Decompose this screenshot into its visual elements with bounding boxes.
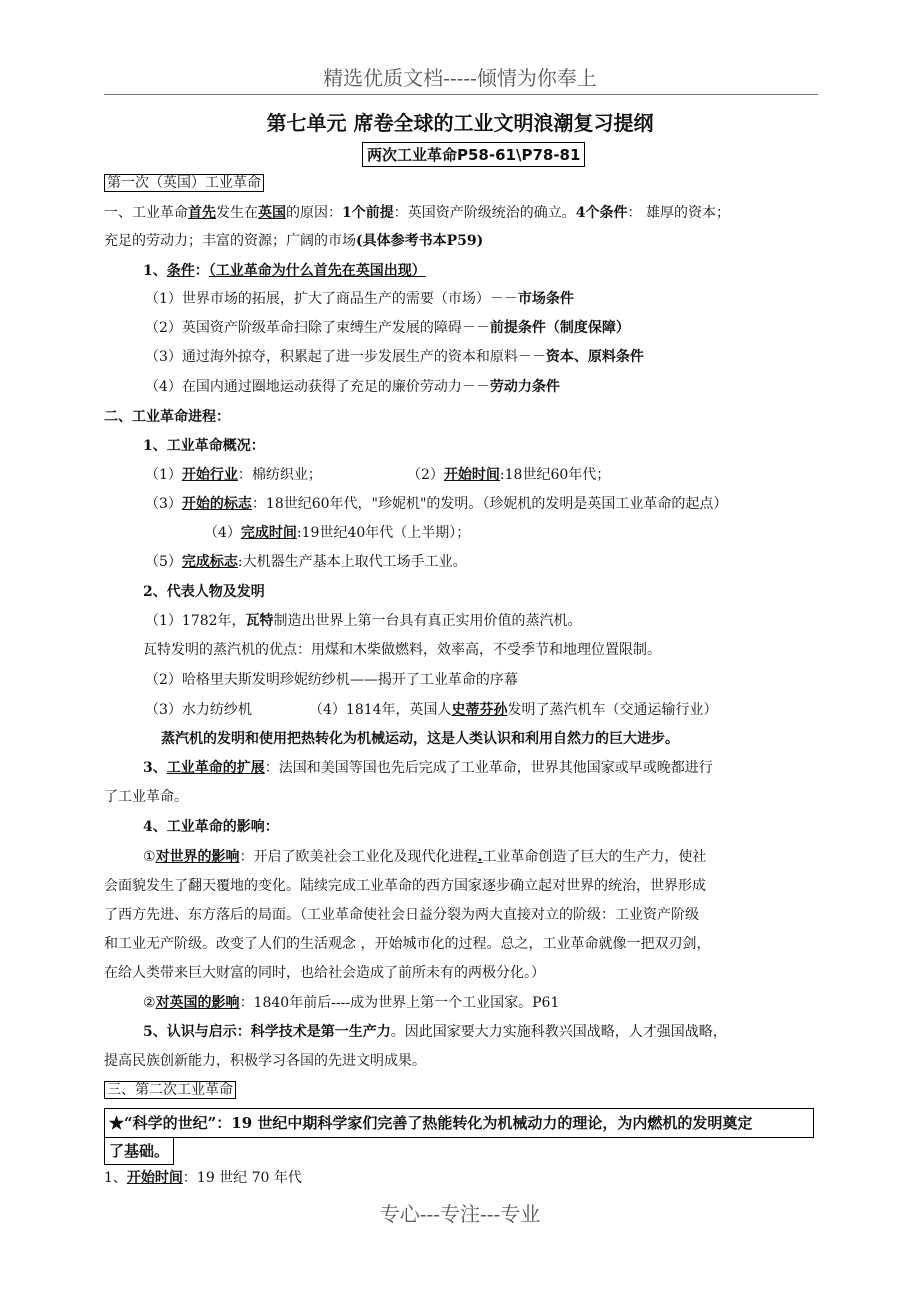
text-stephenson: 史蒂芬孙 bbox=[451, 702, 508, 718]
page-title: 第七单元 席卷全球的工业文明浪潮复习提纲 bbox=[266, 111, 654, 135]
text: （1）1782年， bbox=[145, 613, 246, 629]
text: 工业革命的扩展 bbox=[166, 760, 265, 776]
text: 发明了蒸汽机车（交通运输行业） bbox=[507, 702, 718, 718]
world-impact-line-5: 在给人类带来巨大财富的同时，也给社会造成了前所未有的两极分化。） bbox=[104, 965, 545, 981]
impact-heading: 4、工业革命的影响： bbox=[143, 819, 279, 835]
text: ：1840年前后----成为世界上第一个工业国家。P61 bbox=[239, 995, 560, 1011]
text: 发生在 bbox=[216, 205, 258, 221]
text: 市场条件 bbox=[517, 291, 574, 307]
text: （1）世界市场的拓展，扩大了商品生产的需要（市场）－－ bbox=[145, 291, 518, 307]
lesson-line-2: 提高民族创新能力，积极学习各国的先进文明成果。 bbox=[104, 1053, 426, 1069]
text: （1） bbox=[145, 467, 182, 483]
text: （5） bbox=[145, 554, 182, 570]
text-premise: 1个前提 bbox=[342, 205, 394, 221]
page-header: 精选优质文档-----倾情为你奉上 bbox=[323, 66, 597, 90]
text: 前提条件（制度保障） bbox=[489, 320, 630, 336]
text: ：19 世纪 70 年代 bbox=[182, 1170, 302, 1186]
condition-4 bbox=[145, 377, 560, 397]
section1-title: 第一次（英国）工业革命 bbox=[104, 174, 264, 192]
overview-1 bbox=[145, 465, 322, 485]
text: :大机器生产基本上取代工场手工业。 bbox=[237, 554, 467, 570]
text: ： 雄厚的资本； bbox=[627, 205, 730, 221]
text: ② bbox=[143, 995, 156, 1011]
text: 的原因： bbox=[286, 205, 342, 221]
text: . bbox=[477, 849, 483, 865]
section2-heading: 二、工业革命进程： bbox=[104, 409, 230, 425]
text: 开始行业 bbox=[181, 467, 238, 483]
text: 制造出世界上第一台具有真正实用价值的蒸汽机。 bbox=[273, 613, 582, 629]
invention-3: （3）水力纺纱机 bbox=[145, 702, 252, 718]
reasons-line-1 bbox=[104, 203, 730, 223]
text-britain: 英国 bbox=[258, 205, 286, 221]
overview-4 bbox=[204, 523, 470, 543]
text: （4）在国内通过圈地运动获得了充足的廉价劳动力－－ bbox=[145, 379, 490, 395]
text: 资本、原料条件 bbox=[545, 349, 644, 365]
overview-5 bbox=[145, 552, 467, 572]
text: 5、认识与启示： bbox=[143, 1024, 251, 1040]
text: （4）1814年，英国人 bbox=[309, 702, 452, 718]
britain-impact bbox=[143, 993, 559, 1013]
world-impact-line-2: 会面貌发生了翻天覆地的变化。陆续完成工业革命的西方国家逐步确立起对世界的统治，世界形成 bbox=[104, 878, 706, 894]
overview-heading: 1、工业革命概况： bbox=[143, 438, 265, 454]
text: ① bbox=[143, 849, 156, 865]
text: 对世界的影响 bbox=[155, 849, 240, 865]
lesson-line-1 bbox=[143, 1022, 727, 1042]
text: （2）英国资产阶级革命扫除了束缚生产发展的障碍－－ bbox=[145, 320, 490, 336]
reasons-line-2 bbox=[104, 231, 483, 251]
text: 一、工业革命 bbox=[104, 205, 188, 221]
invention-2: （2）哈格里夫斯发明珍妮纺纱机——揭开了工业革命的序幕 bbox=[145, 672, 518, 688]
text: （2） bbox=[407, 467, 444, 483]
text: 开始时间 bbox=[126, 1170, 183, 1186]
text: 1、 bbox=[143, 263, 167, 279]
text: （3）通过海外掠夺，积累起了进一步发展生产的资本和原料－－ bbox=[145, 349, 546, 365]
invention-4 bbox=[309, 700, 718, 720]
page-footer: 专心---专注---专业 bbox=[379, 1202, 541, 1226]
text: 充足的劳动力；丰富的资源；广阔的市场 bbox=[104, 233, 356, 249]
text: 完成时间 bbox=[240, 525, 297, 541]
text: ：英国资产阶级统治的确立。 bbox=[393, 205, 576, 221]
second-revolution-start bbox=[104, 1168, 302, 1188]
text: 开始时间 bbox=[443, 467, 500, 483]
world-impact-line-3: 了西方先进、东方落后的局面。（工业革命使社会日益分裂为两大直接对立的阶级：工业资产阶级 bbox=[104, 907, 699, 923]
text: （3） bbox=[145, 496, 182, 512]
text: 开始的标志 bbox=[181, 496, 252, 512]
science-century-box: ★“科学的世纪”：19 世纪中期科学家们完善了热能转化为机械动力的理论，为内燃机的发明奠定 bbox=[104, 1108, 814, 1138]
expansion-line-1 bbox=[143, 758, 713, 778]
invention-1 bbox=[145, 611, 582, 631]
steam-significance: 蒸汽机的发明和使用把热转化为机械运动，这是人类认识和利用自然力的巨大进步。 bbox=[161, 731, 679, 747]
section3-heading bbox=[104, 1080, 236, 1100]
text: （4） bbox=[204, 525, 241, 541]
text: ： bbox=[194, 263, 209, 279]
expansion-line-2: 了工业革命。 bbox=[104, 789, 188, 805]
text: ：18世纪60年代，"珍妮机"的发明。（珍妮机的发明是英国工业革命的起点） bbox=[251, 496, 728, 512]
text: 对英国的影响 bbox=[155, 995, 240, 1011]
text: 完成标志 bbox=[181, 554, 238, 570]
text: 。因此国家要大力实施科教兴国战略，人才强国战略， bbox=[390, 1024, 727, 1040]
text: 1、 bbox=[104, 1170, 127, 1186]
conditions-heading bbox=[143, 261, 426, 281]
section3-title: 三、第二次工业革命 bbox=[104, 1081, 236, 1099]
text: ：棉纺织业； bbox=[237, 467, 322, 483]
steam-engine-advantages: 瓦特发明的蒸汽机的优点：用煤和木柴做燃料，效率高，不受季节和地理位置限制。 bbox=[143, 642, 661, 658]
condition-2 bbox=[145, 318, 630, 338]
text: 条件 bbox=[166, 263, 195, 279]
world-impact-line-1 bbox=[143, 847, 706, 867]
world-impact-line-4: 和工业无产阶级。改变了人们的生活观念 ，开始城市化的过程。总之，工业革命就像一把双刃剑， bbox=[104, 936, 711, 952]
condition-3 bbox=[145, 347, 644, 367]
overview-2 bbox=[407, 465, 610, 485]
text: （工业革命为什么首先在英国出现） bbox=[208, 263, 426, 279]
condition-1 bbox=[145, 289, 574, 309]
text: :19世纪40年代（上半期）； bbox=[296, 525, 471, 541]
section1-heading bbox=[104, 173, 264, 193]
text: 3、 bbox=[143, 760, 167, 776]
text-watt: 瓦特 bbox=[245, 613, 274, 629]
representatives-heading: 2、代表人物及发明 bbox=[143, 584, 265, 600]
text-conditions: 4个条件 bbox=[575, 205, 628, 221]
text: :18世纪60年代； bbox=[499, 467, 611, 483]
science-century-box-cont: 了基础。 bbox=[104, 1137, 174, 1165]
text-ref: (具体参考书本P59) bbox=[356, 233, 484, 249]
subtitle-box: 两次工业革命P58-61\P78-81 bbox=[362, 142, 585, 167]
text: 科学技术是第一生产力 bbox=[250, 1024, 391, 1040]
text: 工业革命创造了巨大的生产力，使社 bbox=[482, 849, 707, 865]
overview-3 bbox=[145, 494, 727, 514]
text: 劳动力条件 bbox=[489, 379, 560, 395]
text-first: 首先 bbox=[188, 205, 216, 221]
header-divider bbox=[104, 94, 818, 95]
text: ：法国和美国等国也先后完成了工业革命，世界其他国家或早或晚都进行 bbox=[264, 760, 713, 776]
text: ：开启了欧美社会工业化及现代化进程 bbox=[239, 849, 478, 865]
